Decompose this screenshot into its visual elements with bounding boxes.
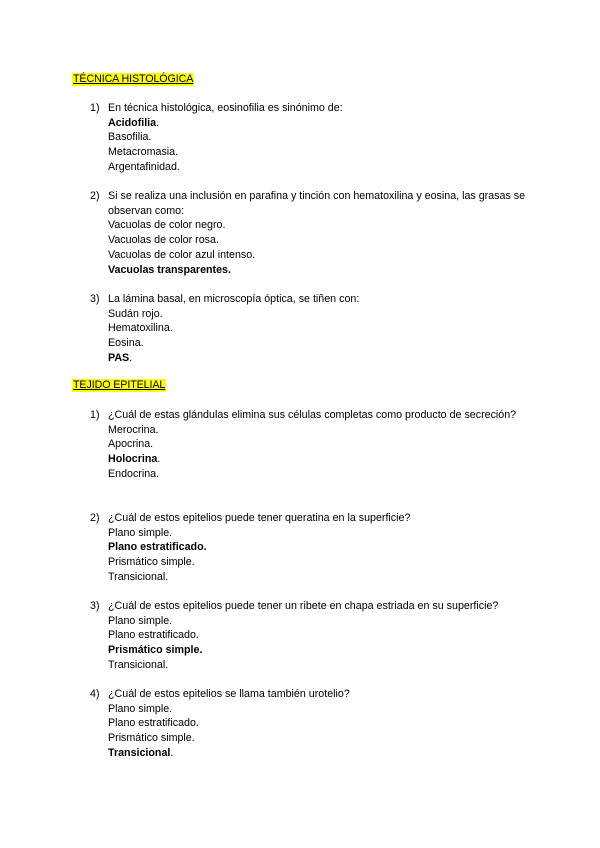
answer-option-correct: Acidofilia.: [108, 116, 160, 129]
question-text: ¿Cuál de estas glándulas elimina sus células completas como producto de secreción?: [108, 409, 517, 421]
answer-option-correct: PAS.: [108, 351, 133, 364]
answer-option: Basofilia.: [108, 131, 152, 144]
question-number: 4): [90, 688, 100, 700]
answer-option: Sudán rojo.: [108, 307, 163, 320]
question-number: 1): [90, 102, 100, 114]
question-text: Si se realiza una inclusión en parafina y tinción con hematoxilina y eosina, las grasas se observan como:: [108, 190, 526, 217]
question-number: 1): [90, 409, 100, 421]
answer-option: Hematoxilina.: [108, 322, 173, 335]
question-text: La lámina basal, en microscopía óptica, se tiñen con:: [108, 293, 360, 305]
answer-option: Prismático simple.: [108, 732, 195, 745]
question-number: 2): [90, 190, 100, 202]
answer-option: Eosina.: [108, 337, 144, 350]
section-heading-tecnica-histologica: TÉCNICA HISTOLÓGICA: [73, 73, 194, 85]
question-th-1: [72, 101, 528, 175]
section-heading-tejido-epitelial: TEJIDO EPITELIAL: [73, 379, 166, 391]
answer-option: Argentafinidad.: [108, 160, 180, 173]
answer-option: Metacromasia.: [108, 146, 179, 159]
answer-option: Vacuolas de color azul intenso.: [108, 248, 256, 261]
question-text: En técnica histológica, eosinofilia es sinónimo de:: [108, 102, 343, 114]
answer-option-correct: Transicional.: [108, 746, 174, 759]
answer-option: Vacuolas de color negro.: [108, 219, 226, 232]
question-th-2: [72, 189, 528, 277]
answer-option: Transicional.: [108, 658, 169, 671]
answer-option: Apocrina.: [108, 438, 154, 451]
answer-option: Vacuolas de color rosa.: [108, 234, 219, 247]
answer-option: Prismático simple.: [108, 556, 195, 569]
question-number: 3): [90, 293, 100, 305]
question-th-3: [72, 292, 528, 366]
answer-option: Plano simple.: [108, 702, 173, 715]
answer-option: Plano estratificado.: [108, 629, 199, 642]
answer-option-correct: Holocrina.: [108, 453, 161, 466]
answer-option-correct: Plano estratificado.: [108, 541, 207, 554]
answer-option-correct: Prismático simple.: [108, 644, 203, 657]
question-te-1: [72, 408, 528, 482]
answer-option: Plano simple.: [108, 526, 173, 539]
question-text: ¿Cuál de estos epitelios puede tener un ribete en chapa estriada en su superficie?: [108, 600, 499, 612]
question-te-2: [72, 511, 528, 585]
answer-option: Merocrina.: [108, 423, 159, 436]
answer-option: Plano estratificado.: [108, 717, 199, 730]
question-text: ¿Cuál de estos epitelios se llama también urotelio?: [108, 688, 350, 700]
answer-option: Endocrina.: [108, 467, 160, 480]
answer-option: Transicional.: [108, 570, 169, 583]
question-number: 2): [90, 512, 100, 524]
answer-option-correct: Vacuolas transparentes.: [108, 263, 231, 276]
answer-option: Plano simple.: [108, 614, 173, 627]
question-te-3: [72, 599, 528, 673]
question-number: 3): [90, 600, 100, 612]
question-text: ¿Cuál de estos epitelios puede tener queratina en la superficie?: [108, 512, 411, 524]
question-te-4: [72, 687, 528, 761]
